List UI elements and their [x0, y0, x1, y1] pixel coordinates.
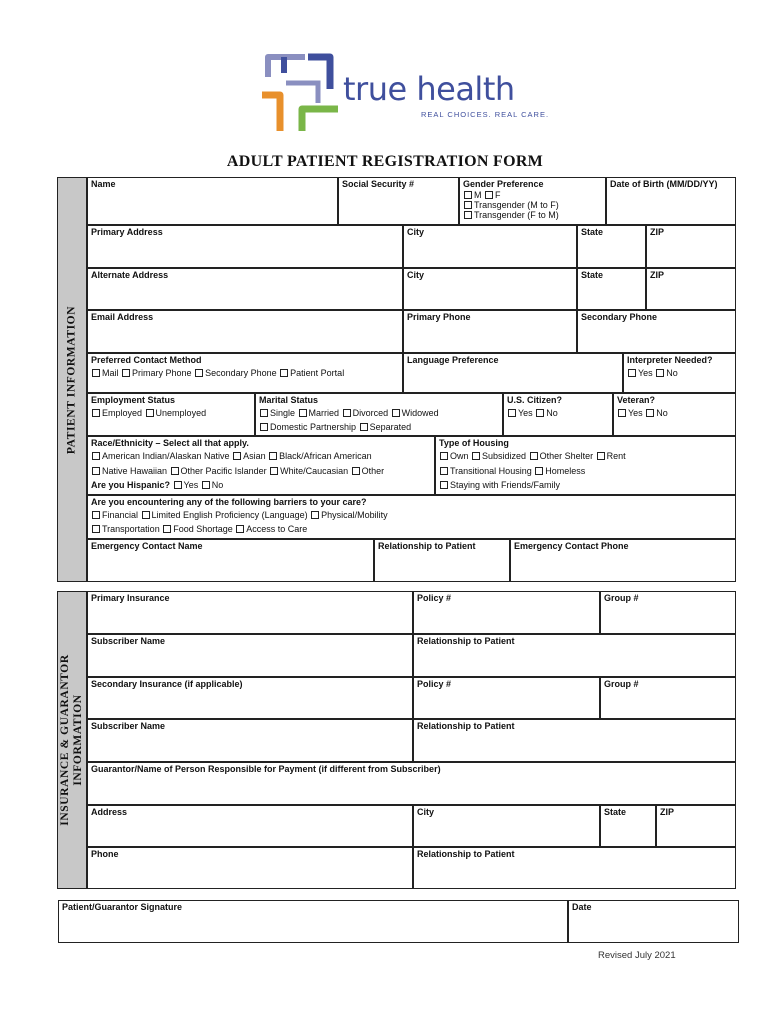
patient-section-label: PATIENT INFORMATION: [65, 305, 78, 454]
secondary-insurance-field[interactable]: [87, 677, 413, 719]
secondary-group-field[interactable]: [600, 677, 736, 719]
primary-address-field[interactable]: [87, 225, 403, 268]
alt-city-label: City: [407, 270, 425, 280]
subscriber-name-field[interactable]: [87, 634, 413, 677]
contact-mail-checkbox[interactable]: [92, 369, 100, 377]
emergency-name-field[interactable]: [87, 539, 374, 582]
race-american-indian-checkbox[interactable]: [92, 452, 100, 460]
alt-zip-field[interactable]: [646, 268, 736, 310]
guarantor-phone-field[interactable]: [87, 847, 413, 889]
guarantor-phone-label: Phone: [91, 849, 119, 859]
alt-state-label: State: [581, 270, 604, 280]
separated-checkbox[interactable]: [360, 423, 368, 431]
language-field[interactable]: [403, 353, 623, 393]
barrier-financial-checkbox[interactable]: [92, 511, 100, 519]
housing-transitional-checkbox[interactable]: [440, 467, 448, 475]
dob-field[interactable]: [606, 177, 736, 225]
hispanic-yes-checkbox[interactable]: [174, 481, 182, 489]
city-label: City: [407, 227, 425, 237]
interpreter-no-checkbox[interactable]: [656, 369, 664, 377]
city-field[interactable]: [403, 225, 577, 268]
guarantor-city-field[interactable]: [413, 805, 600, 847]
employment-field: Employment Status Employed Unemployed: [87, 393, 255, 436]
citizen-no-checkbox[interactable]: [536, 409, 544, 417]
housing-friends-family-checkbox[interactable]: [440, 481, 448, 489]
employment-label: Employment Status: [91, 395, 176, 405]
guarantor-relationship-field[interactable]: [413, 847, 736, 889]
race-black-checkbox[interactable]: [269, 452, 277, 460]
veteran-no-checkbox[interactable]: [646, 409, 654, 417]
brand-name: true health: [343, 70, 515, 108]
subscriber-name-label: Subscriber Name: [91, 636, 166, 646]
signature-field[interactable]: [58, 900, 568, 943]
alt-zip-label: ZIP: [650, 270, 665, 280]
subscriber-relationship-field[interactable]: [413, 634, 736, 677]
email-label: Email Address: [91, 312, 154, 322]
housing-subsidized-checkbox[interactable]: [472, 452, 480, 460]
secondary-group-label: Group #: [604, 679, 639, 689]
barrier-mobility-checkbox[interactable]: [311, 511, 319, 519]
contact-portal-checkbox[interactable]: [280, 369, 288, 377]
secondary-subscriber-name-field[interactable]: [87, 719, 413, 762]
insurance-section-label: INSURANCE & GUARANTOR INFORMATION: [59, 654, 84, 826]
alt-state-field[interactable]: [577, 268, 646, 310]
race-field: Race/Ethnicity – Select all that apply. American Indian/Alaskan Native Asian Black/African American Native Hawaiian Other Pacific Islander White/Caucasian Other Are you Hispanic? Yes No: [87, 436, 435, 495]
veteran-label: Veteran?: [617, 395, 656, 405]
domestic-partnership-checkbox[interactable]: [260, 423, 268, 431]
patient-section-sidebar: [57, 177, 87, 582]
single-checkbox[interactable]: [260, 409, 268, 417]
race-native-hawaiian-checkbox[interactable]: [92, 467, 100, 475]
interpreter-field: Interpreter Needed? Yes No: [623, 353, 736, 393]
hispanic-no-checkbox[interactable]: [202, 481, 210, 489]
state-field[interactable]: [577, 225, 646, 268]
secondary-insurance-label: Secondary Insurance (if applicable): [91, 679, 243, 689]
housing-own-checkbox[interactable]: [440, 452, 448, 460]
dob-label: Date of Birth (MM/DD/YY): [610, 179, 718, 189]
guarantor-relationship-label: Relationship to Patient: [417, 849, 515, 859]
gender-trans-mf-checkbox[interactable]: [464, 201, 472, 209]
citizen-yes-checkbox[interactable]: [508, 409, 516, 417]
emergency-relationship-label: Relationship to Patient: [378, 541, 476, 551]
signature-label: Patient/Guarantor Signature: [62, 902, 183, 912]
primary-address-label: Primary Address: [91, 227, 163, 237]
revision-note: Revised July 2021: [598, 950, 676, 961]
state-label: State: [581, 227, 604, 237]
race-asian-checkbox[interactable]: [233, 452, 241, 460]
barrier-transportation-checkbox[interactable]: [92, 525, 100, 533]
secondary-subscriber-relationship-field[interactable]: [413, 719, 736, 762]
insurance-section-sidebar: [57, 591, 87, 889]
gender-trans-fm-checkbox[interactable]: [464, 211, 472, 219]
guarantor-address-field[interactable]: [87, 805, 413, 847]
primary-phone-label: Primary Phone: [407, 312, 471, 322]
signature-date-field[interactable]: [568, 900, 739, 943]
email-field[interactable]: [87, 310, 403, 353]
marital-label: Marital Status: [259, 395, 319, 405]
interpreter-label: Interpreter Needed?: [627, 355, 713, 365]
emergency-name-label: Emergency Contact Name: [91, 541, 203, 551]
primary-group-field[interactable]: [600, 591, 736, 634]
divorced-checkbox[interactable]: [343, 409, 351, 417]
guarantor-address-label: Address: [91, 807, 128, 817]
signature-date-label: Date: [572, 902, 592, 912]
contact-method-label: Preferred Contact Method: [91, 355, 202, 365]
race-other-checkbox[interactable]: [352, 467, 360, 475]
guarantor-name-label: Guarantor/Name of Person Responsible for Payment (if different from Subscriber): [91, 764, 441, 774]
ssn-field[interactable]: [338, 177, 459, 225]
contact-method-field: Preferred Contact Method Mail Primary Phone Secondary Phone Patient Portal: [87, 353, 403, 393]
housing-field: Type of Housing Own Subsidized Other Shelter Rent Transitional Housing Homeless Staying with Friends/Family: [435, 436, 736, 495]
secondary-phone-label: Secondary Phone: [581, 312, 658, 322]
marital-field: Marital Status Single Married Divorced Widowed Domestic Partnership Separated: [255, 393, 503, 436]
name-label: Name: [91, 179, 116, 189]
widowed-checkbox[interactable]: [392, 409, 400, 417]
gender-label: Gender Preference: [463, 179, 544, 189]
barrier-language-checkbox[interactable]: [142, 511, 150, 519]
contact-secondary-phone-checkbox[interactable]: [195, 369, 203, 377]
zip-label: ZIP: [650, 227, 665, 237]
secondary-policy-label: Policy #: [417, 679, 452, 689]
hispanic-label: Are you Hispanic?: [91, 480, 171, 490]
citizen-field: U.S. Citizen? Yes No: [503, 393, 613, 436]
guarantor-zip-label: ZIP: [660, 807, 675, 817]
contact-primary-phone-checkbox[interactable]: [122, 369, 130, 377]
barriers-field: Are you encountering any of the following barriers to your care? Financial Limited English Proficiency (Language) Physical/Mobility Transportation Food Shortage Access to Care: [87, 495, 736, 539]
guarantor-name-field[interactable]: [87, 762, 736, 805]
zip-field[interactable]: [646, 225, 736, 268]
barriers-label: Are you encountering any of the following barriers to your care?: [91, 497, 367, 507]
alt-city-field[interactable]: [403, 268, 577, 310]
guarantor-state-field[interactable]: [600, 805, 656, 847]
guarantor-state-label: State: [604, 807, 627, 817]
subscriber-relationship-label: Relationship to Patient: [417, 636, 515, 646]
emergency-phone-field[interactable]: [510, 539, 736, 582]
guarantor-city-label: City: [417, 807, 435, 817]
secondary-subscriber-name-label: Subscriber Name: [91, 721, 166, 731]
primary-phone-field[interactable]: [403, 310, 577, 353]
secondary-subscriber-relationship-label: Relationship to Patient: [417, 721, 515, 731]
primary-insurance-label: Primary Insurance: [91, 593, 170, 603]
interpreter-yes-checkbox[interactable]: [628, 369, 636, 377]
married-checkbox[interactable]: [299, 409, 307, 417]
emergency-relationship-field[interactable]: [374, 539, 510, 582]
language-label: Language Preference: [407, 355, 499, 365]
race-label: Race/Ethnicity – Select all that apply.: [91, 438, 249, 448]
form-title: ADULT PATIENT REGISTRATION FORM: [226, 153, 544, 170]
gender-m-checkbox[interactable]: [464, 191, 472, 199]
race-pacific-islander-checkbox[interactable]: [171, 467, 179, 475]
housing-label: Type of Housing: [439, 438, 509, 448]
secondary-phone-field[interactable]: [577, 310, 736, 353]
veteran-field: Veteran? Yes No: [613, 393, 736, 436]
race-white-checkbox[interactable]: [270, 467, 278, 475]
housing-rent-checkbox[interactable]: [597, 452, 605, 460]
primary-policy-field[interactable]: [413, 591, 600, 634]
alternate-address-field[interactable]: [87, 268, 403, 310]
veteran-yes-checkbox[interactable]: [618, 409, 626, 417]
brand-tagline: REAL CHOICES. REAL CARE.: [421, 110, 550, 119]
primary-group-label: Group #: [604, 593, 639, 603]
unemployed-checkbox[interactable]: [146, 409, 154, 417]
barrier-food-checkbox[interactable]: [163, 525, 171, 533]
housing-shelter-checkbox[interactable]: [530, 452, 538, 460]
primary-policy-label: Policy #: [417, 593, 452, 603]
gender-field: Gender Preference M F Transgender (M to F) Transgender (F to M): [459, 177, 606, 225]
emergency-phone-label: Emergency Contact Phone: [514, 541, 629, 551]
name-field[interactable]: [87, 177, 338, 225]
barrier-access-checkbox[interactable]: [236, 525, 244, 533]
gender-f-checkbox[interactable]: [485, 191, 493, 199]
guarantor-zip-field[interactable]: [656, 805, 736, 847]
employed-checkbox[interactable]: [92, 409, 100, 417]
citizen-label: U.S. Citizen?: [507, 395, 563, 405]
primary-insurance-field[interactable]: [87, 591, 413, 634]
ssn-label: Social Security #: [342, 179, 415, 189]
housing-homeless-checkbox[interactable]: [535, 467, 543, 475]
alternate-address-label: Alternate Address: [91, 270, 169, 280]
secondary-policy-field[interactable]: [413, 677, 600, 719]
